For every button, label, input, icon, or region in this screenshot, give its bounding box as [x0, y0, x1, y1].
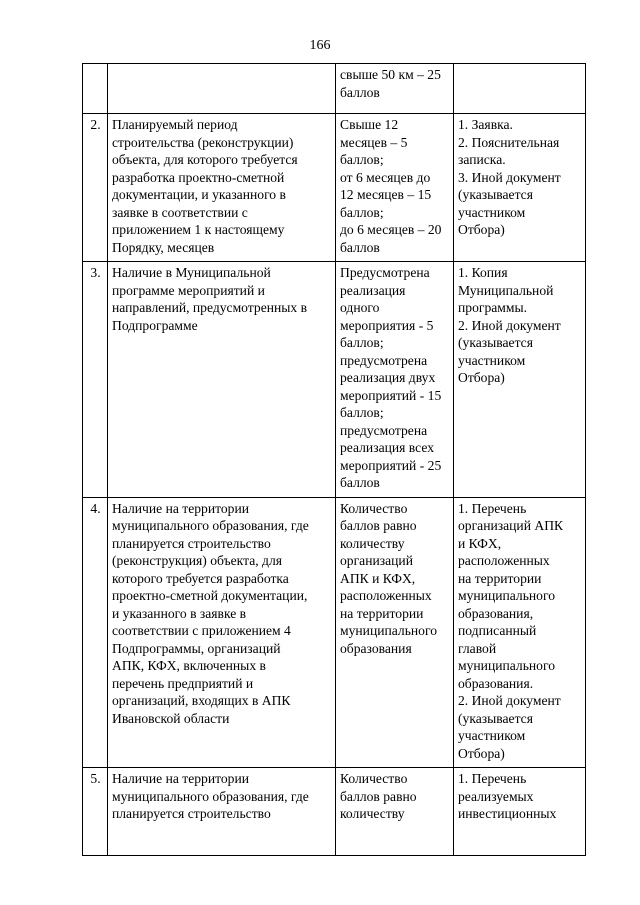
row-number: 5. — [83, 768, 108, 856]
score-cell: Свыше 12 месяцев – 5 баллов; от 6 месяцев до 12 месяцев – 15 баллов; до 6 месяцев – 20 баллов — [336, 114, 454, 262]
table-row — [83, 768, 586, 856]
documents-cell — [454, 64, 586, 114]
table-row — [83, 114, 586, 262]
criterion-cell: Наличие в Муниципальной программе мероприятий и направлений, предусмотренных в Подпрограмме — [108, 262, 336, 498]
table-row — [83, 64, 586, 114]
table-row — [83, 262, 586, 498]
documents-cell: 1. Заявка. 2. Пояснительная записка. 3. Иной документ (указывается участником Отбора) — [454, 114, 586, 262]
criterion-cell: Наличие на территории муниципального образования, где планируется строительство — [108, 768, 336, 856]
criteria-table — [82, 63, 586, 856]
score-cell: Количество баллов равно количеству организаций АПК и КФХ, расположенных на территории муниципального образования — [336, 497, 454, 768]
criterion-cell: Наличие на территории муниципального образования, где планируется строительство (реконструкция) объекта, для которого требуется разработка проектно-сметной документации, и указанного в заявке в соответствии с приложением 4 Подпрограммы, организаций АПК, КФХ, включенных в перечень предприятий и организаций, входящих в АПК Ивановской области — [108, 497, 336, 768]
criterion-cell: Планируемый период строительства (реконструкции) объекта, для которого требуется разработка проектно-сметной документации, и указанного в заявке в соответствии с приложением 1 к настоящему Порядку, месяцев — [108, 114, 336, 262]
row-number: 4. — [83, 497, 108, 768]
score-cell: свыше 50 км – 25 баллов — [336, 64, 454, 114]
documents-cell: 1. Перечень реализуемых инвестиционных — [454, 768, 586, 856]
criterion-cell — [108, 64, 336, 114]
row-number: 2. — [83, 114, 108, 262]
documents-cell: 1. Перечень организаций АПК и КФХ, расположенных на территории муниципального образования, подписанный главой муниципального образования. 2. Иной документ (указывается участником Отбора) — [454, 497, 586, 768]
score-cell: Предусмотрена реализация одного мероприятия - 5 баллов; предусмотрена реализация двух мероприятий - 15 баллов; предусмотрена реализация всех мероприятий - 25 баллов — [336, 262, 454, 498]
row-number: 3. — [83, 262, 108, 498]
documents-cell: 1. Копия Муниципальной программы. 2. Иной документ (указывается участником Отбора) — [454, 262, 586, 498]
score-cell: Количество баллов равно количеству — [336, 768, 454, 856]
page-number: 166 — [309, 38, 331, 53]
row-number — [83, 64, 108, 114]
table-row — [83, 497, 586, 768]
